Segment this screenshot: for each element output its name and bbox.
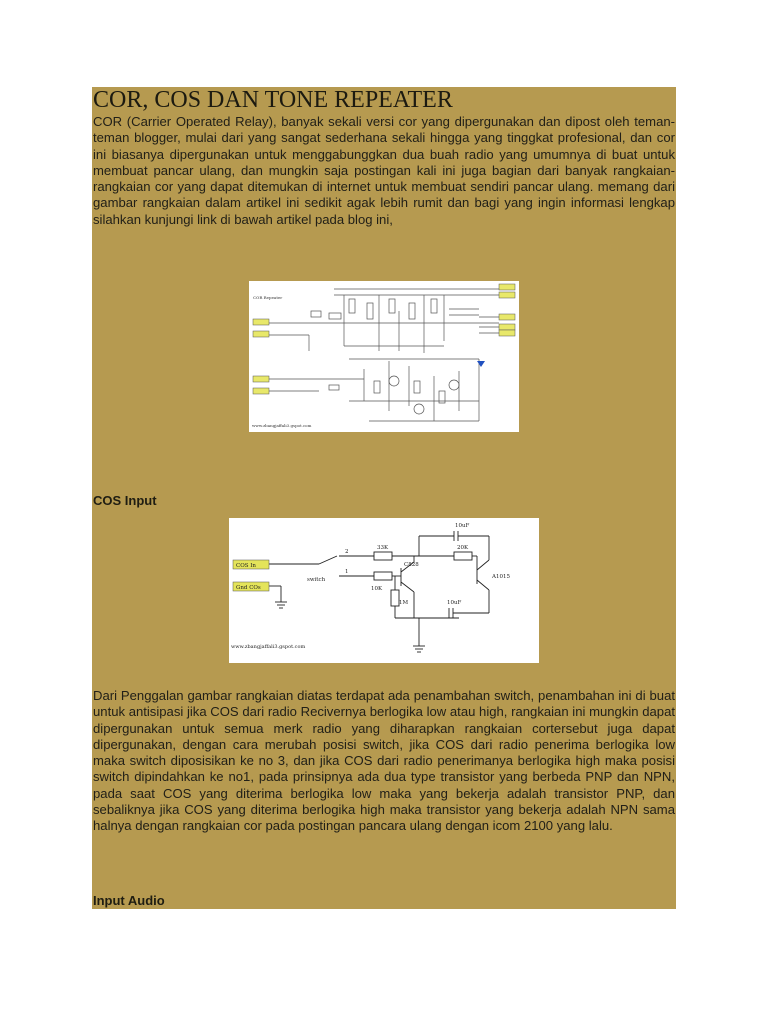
input-audio-heading: Input Audio [93, 893, 165, 908]
capacitor-bottom: 10uF [447, 600, 462, 606]
transistor-pnp: A1015 [492, 574, 510, 580]
cor-schematic-label: COR Repeater [253, 295, 283, 300]
page-title: COR, COS DAN TONE REPEATER [93, 87, 453, 113]
resistor-1m: 1M [399, 600, 409, 606]
resistor-33k: 33K [377, 545, 389, 551]
resistor-20k: 20K [457, 545, 469, 551]
cos-input-schematic-image [229, 518, 539, 663]
switch-pos-2: 2 [345, 549, 349, 555]
gnd-cos-label: Gnd COs [236, 585, 261, 591]
switch-label: switch [307, 577, 326, 583]
switch-pos-1: 1 [345, 569, 349, 575]
cos-input-heading: COS Input [93, 493, 157, 508]
intro-paragraph: COR (Carrier Operated Relay), banyak sekali versi cor yang dipergunakan dan dipost oleh teman-teman blogger, mulai dari yang sangat sederhana sekali hingga yang tinggkat profesional, dan cor ini biasanya dipergunakan untuk menggabunggkan dua buah radio yang umumnya di buat untuk membuat pancar ulang, dan mungkin saja postingan kali ini juga bagian dari banyak rangkaian-rangkaian cor yang dapat ditemukan di internet untuk membuat sendiri pancar ulang. memang dari gambar rangkaian dalam artikel ini sedikit agak lebih rumit dan bagi yang ingin informasi lengkap silahkan kunjungi link di bawah artikel pada blog ini, [93, 114, 675, 227]
resistor-10k: 10K [371, 586, 383, 592]
cos-in-label: COS In [236, 563, 256, 569]
cos-description-paragraph: Dari Penggalan gambar rangkaian diatas terdapat ada penambahan switch, penambahan ini di buat untuk antisipasi jika COS dari radio Recivernya berlogika low atau high, rangkaian ini mungkin dapat dipergunakan untuk semua merk radio yang diharapkan rangkaian cortersebut juga dapat dipergunakan, dengan cara merubah posisi switch, jika COS dari radio penerima berlogika low maka switch diposisikan ke no 3, dan jika COS dari radio penerimanya berlogika high maka posisi switch dipindahkan ke no1, pada prinsipnya ada dua type transistor yang berbeda PNP dan NPN, pada saat COS yang diterima berlogika low maka yang bekerja adalah transistor PNP, dan sebaliknya jika COS yang diterima berlogika high maka transistor yang bekerja adalah NPN sama halnya dengan rangkaian cor pada postingan pancara ulang dengan icom 2100 yang lalu. [93, 688, 675, 834]
cor-schematic-image [249, 281, 519, 432]
cos-schematic-watermark: www.zbangjaffali3.gspot.com [231, 644, 306, 650]
capacitor-top: 10uF [455, 523, 470, 529]
transistor-npn: C828 [404, 562, 419, 568]
cor-schematic-watermark: www.zbangjaffali3.gspot.com [252, 423, 312, 428]
